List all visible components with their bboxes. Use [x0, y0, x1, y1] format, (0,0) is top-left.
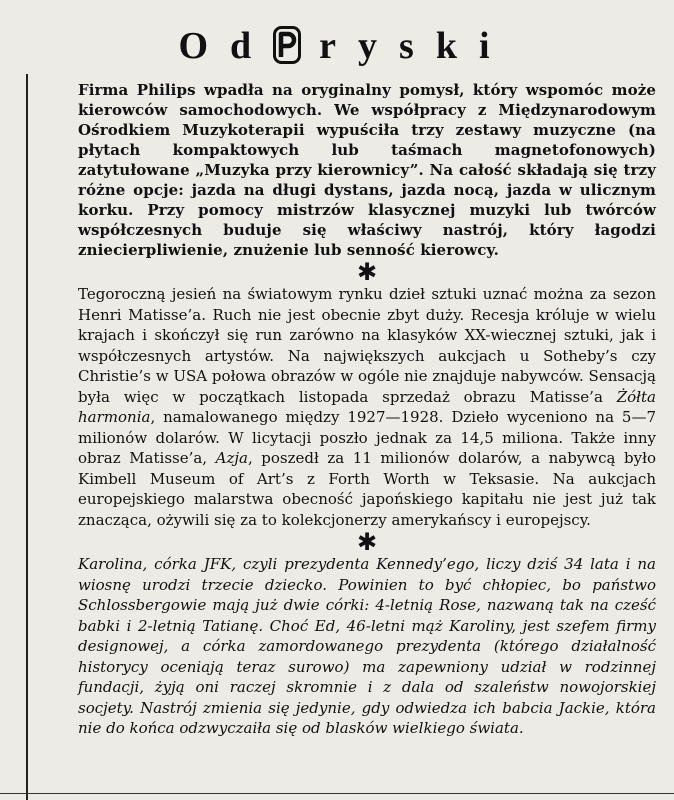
article-column	[78, 80, 656, 739]
title-logo-p-icon	[273, 26, 301, 64]
separator-asterisk-icon: ✱	[356, 528, 378, 556]
separator-asterisk-icon: ✱	[356, 258, 378, 286]
matisse-title-zolta-harmonia: Żółta harmonia	[78, 387, 656, 426]
matisse-title-azja: Azja	[215, 449, 248, 467]
article-philips: Firma Philips wpadła na oryginalny pomysł, który wspomóc może kierowców samochodowych. We współpracy z Międzynarodowym Ośrodkiem Muzykoterapii wypuściła trzy zestawy muzyczne (na płytach kompaktowych lub taśmach magnetofonowych) zatytułowane „Muzyka przy kierownicy”. Na całość składają się trzy różne opcje: jazda na długi dystans, jazda nocą, jazda w ulicznym korku. Przy pomocy mistrzów klasycznej muzyki lub twórców współczesnych buduje się właściwy nastrój, który łagodzi zniecierpliwienie, znużenie lub senność kierowcy.	[78, 81, 656, 259]
title-part-before: Od	[178, 25, 274, 67]
title-logo-p	[273, 26, 301, 64]
matisse-text-2: , namalowanego między 1927—1928. Dzieło wyceniono na 5—7 milionów dolarów. W licytacji poszło jednak za 14,5 miliona. Także inny obraz Matisse’a,	[78, 408, 656, 467]
title-part-after: ryski	[319, 25, 512, 67]
matisse-text-1: Tegoroczną jesień na światowym rynku dzieł sztuki uznać można za sezon Henri Matisse’a. Ruch nie jest obecnie zbyt duży. Recesja króluje w wielu krajach i skończył się run zarówno na klasyków XX-wiecznej sztuki, jak i współczesnych artystów. Na największych aukcjach u Sotheby’s czy Christie’s w USA połowa obrazów w ogóle nie znajduje nabywców. Sensacją była więc w początkach listopada sprzedaż obrazu Matisse’a	[78, 285, 656, 406]
column-rule-left	[26, 74, 28, 800]
bottom-rule	[0, 793, 674, 794]
article-karolina: Karolina, córka JFK, czyli prezydenta Kennedy’ego, liczy dziś 34 lata i na wiosnę urodzi trzecie dziecko. Powinien to być chłopiec, bo państwo Schlossbergowie mają już dwie córki: 4-letnią Rose, nazwaną tak na cześć babki i 2-letnią Tatianę. Choć Ed, 46-letni mąż Karoliny, jest szefem firmy designowej, a córka zamordowanego prezydenta (którego działalność historycy oceniają teraz surowo) ma zapewniony udział w rodzinnej fundacji, żyją oni raczej skromnie i z dala od szaleństw nowojorskiej socjety. Nastrój zmienia się jedynie, gdy odwiedza ich babcia Jackie, która nie do końca odzwyczaiła się od blasków wielkiego świata.	[78, 555, 656, 737]
page-title	[16, 24, 674, 68]
matisse-text-3: , poszedł za 11 milionów dolarów, a nabywcą było Kimbell Museum of Art’s z Forth Worth w Teksasie. Na aukcjach europejskiego malarstwa obecność japońskiego kapitału nie jest już tak znacząca, ożywili się za to kolekcjonerzy amerykańscy i europejscy.	[78, 449, 656, 529]
article-matisse	[78, 284, 656, 530]
